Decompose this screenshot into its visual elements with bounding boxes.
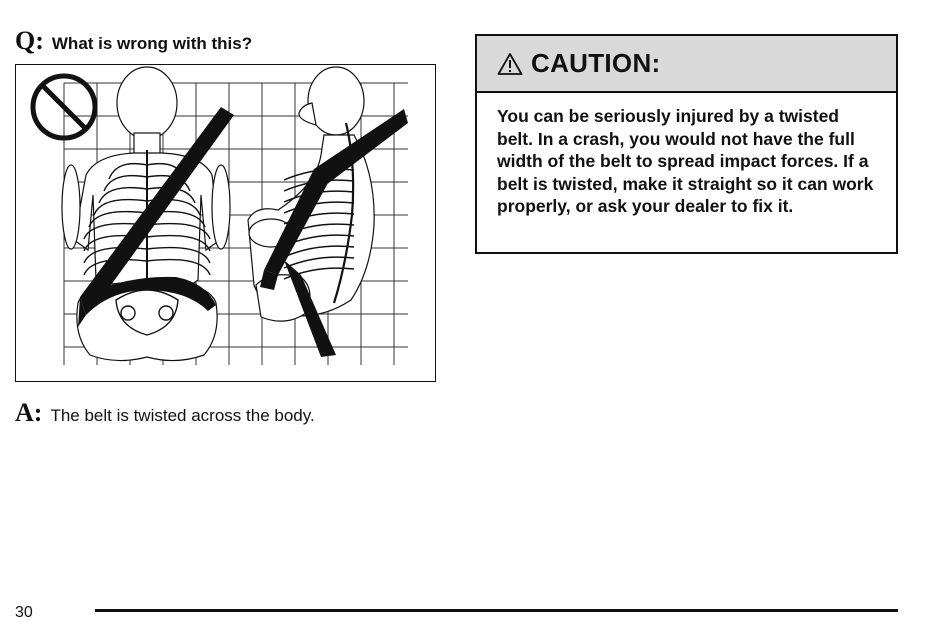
caution-box xyxy=(475,34,898,254)
caution-title: CAUTION: xyxy=(531,48,661,78)
footer-rule xyxy=(95,609,898,612)
question-text: What is wrong with this? xyxy=(51,34,253,53)
caution-header xyxy=(477,36,896,93)
warning-triangle-icon xyxy=(497,52,523,76)
answer-line xyxy=(15,398,315,428)
page-number: 30 xyxy=(15,604,33,621)
question-line xyxy=(15,26,252,56)
question-label: Q: xyxy=(15,26,44,55)
answer-text: The belt is twisted across the body. xyxy=(50,406,315,425)
twisted-belt-illustration xyxy=(15,64,436,382)
caution-body: You can be seriously injured by a twisted belt. In a crash, you would not have the full width of the belt to spread impact forces. If a belt is twisted, make it straight so it can work properly, or ask your dealer to fix it. xyxy=(497,106,874,217)
answer-label: A: xyxy=(15,398,43,427)
